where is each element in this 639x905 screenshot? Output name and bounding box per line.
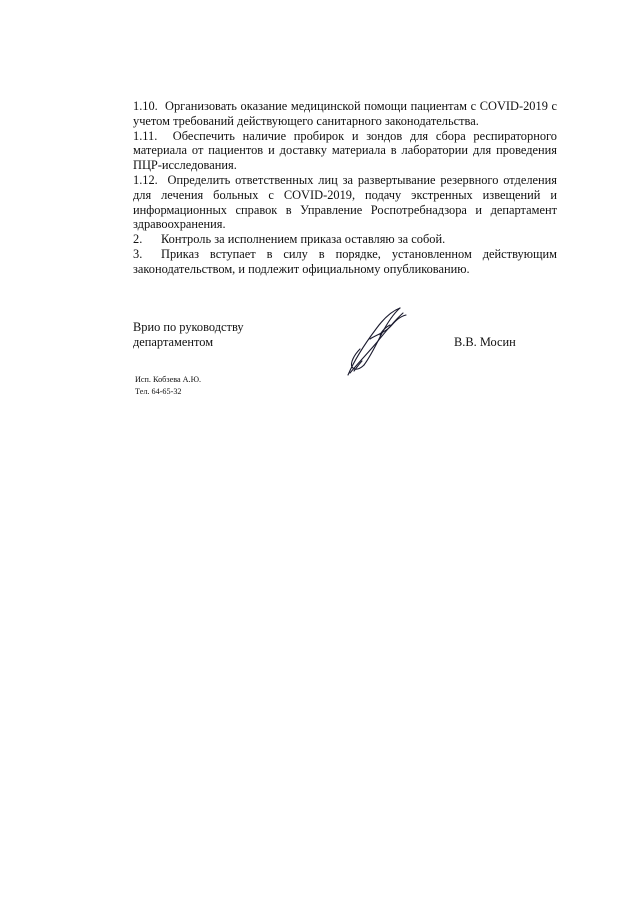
clause-2 [133,232,557,247]
clause-number: 2. [133,232,143,247]
clause-text: Приказ вступает в силу в порядке, установленном действующим законодательством, и подлежит официальному опубликованию. [133,246,557,276]
order-body [133,99,557,277]
clause-text: Обеспечить наличие пробирок и зондов для сбора респираторного материала от пациентов и доставку материала в лаборатории для проведения ПЦР-исследования. [133,128,557,173]
clause-text: Организовать оказание медицинской помощи пациентам с COVID-2019 с учетом требований действующего санитарного законодательства. [133,99,557,128]
clause-1-12 [133,173,557,232]
executor-phone: Тел. 64-65-32 [135,386,182,396]
clause-number: 3. [133,246,143,261]
clause-1-10 [133,99,557,129]
clause-3 [133,247,557,277]
clause-text: Контроль за исполнением приказа оставляю за собой. [161,232,446,247]
clause-number: 1.10. [133,99,158,113]
signatory-title-line2: департаментом [133,335,214,349]
executor-info [135,374,201,397]
clause-number: 1.12. [133,172,158,187]
handwritten-signature [340,305,410,377]
clause-1-11 [133,129,557,173]
clause-number: 1.11. [133,128,158,143]
signatory-name: В.В. Мосин [454,335,516,349]
signatory-title-line1: Врио по руководству [133,320,244,334]
signatory-title [133,320,244,350]
executor-name: Исп. Кобзева А.Ю. [135,375,202,384]
clause-text: Определить ответственных лиц за развертывание резервного отделения для лечения больных с COVID-2019, подачу экстренных извещений и информационных справок в Управление Роспотребнадзора и департамент здравоохранения. [133,172,557,232]
